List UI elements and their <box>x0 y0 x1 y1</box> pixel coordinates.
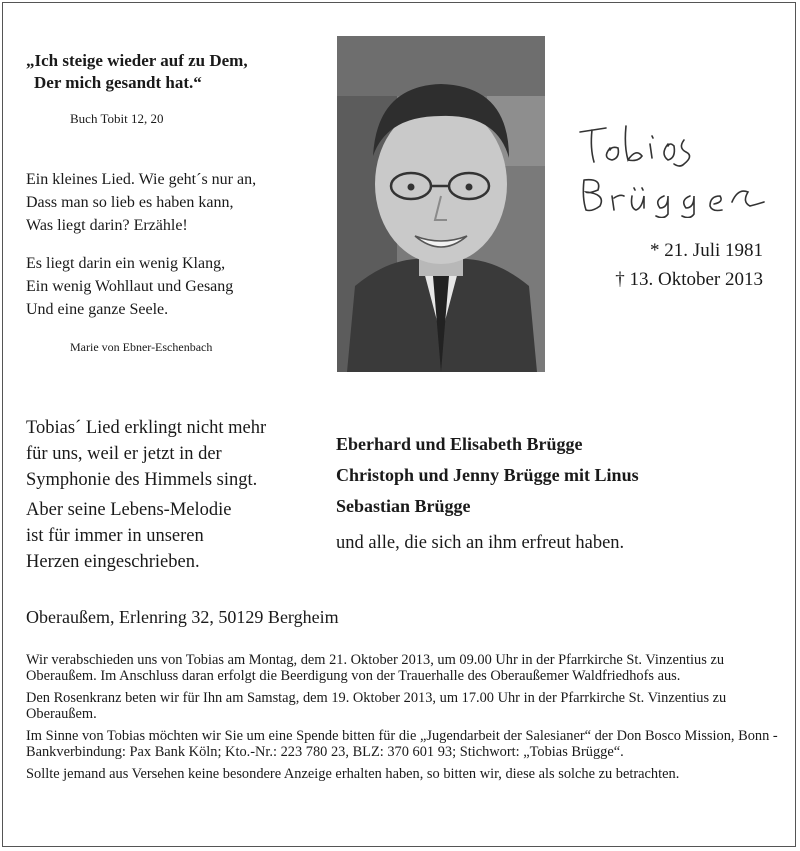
notice-note: Sollte jemand aus Versehen keine besondere Anzeige erhalten haben, so bitten wir, diese als solche zu betrachten. <box>26 766 680 782</box>
signature-image <box>572 118 772 218</box>
motto-part-2 <box>26 497 231 575</box>
funeral-note: Wir verabschieden uns von Tobias am Montag, dem 21. Oktober 2013, um 09.00 Uhr in der Pfarrkirche St. Vinzentius zu Oberaußem. Im Anschluss daran erfolgt die Beerdigung von der Trauerhalle des Oberaußemer Waldfriedhofs aus. <box>26 652 725 684</box>
life-dates <box>575 236 763 294</box>
family-address: Oberaußem, Erlenring 32, 50129 Bergheim <box>26 607 339 627</box>
poem-line: Ein kleines Lied. Wie geht´s nur an, <box>26 171 257 188</box>
quote-line-1: „Ich steige wieder auf zu Dem, <box>26 51 248 70</box>
motto-line: Symphonie des Himmels singt. <box>26 470 258 490</box>
mourner: Christoph und Jenny Brügge mit Linus <box>336 465 639 485</box>
motto-line: Herzen eingeschrieben. <box>26 552 200 572</box>
poem-author: Marie von Ebner-Eschenbach <box>70 340 213 354</box>
portrait-photo <box>337 36 545 372</box>
quote-line-2: Der mich gesandt hat.“ <box>34 73 202 92</box>
motto-line: Tobias´ Lied erklingt nicht mehr <box>26 418 267 438</box>
death-date: † 13. Oktober 2013 <box>615 269 763 290</box>
motto-part-1 <box>26 415 266 493</box>
bible-quote <box>26 50 248 94</box>
mourners-list <box>336 429 639 522</box>
mourner: Sebastian Brügge <box>336 496 471 516</box>
rosary-note: Den Rosenkranz beten wir für Ihn am Samstag, dem 19. Oktober 2013, um 17.00 Uhr in der Pfarrkirche St. Vinzentius zu Oberaußem. <box>26 690 727 722</box>
other-mourners: und alle, die sich an ihm erfreut haben. <box>336 533 625 553</box>
poem-line: Und eine ganze Seele. <box>26 301 169 318</box>
birth-date: * 21. Juli 1981 <box>650 240 763 261</box>
poem-stanza-1 <box>26 168 256 237</box>
poem-line: Was liegt darin? Erzähle! <box>26 217 188 234</box>
mourner: Eberhard und Elisabeth Brügge <box>336 434 583 454</box>
motto-line: Aber seine Lebens-Melodie <box>26 500 232 520</box>
donation-note: Im Sinne von Tobias möchten wir Sie um eine Spende bitten für die „Jugendarbeit der Salesianer“ der Don Bosco Mission, Bonn - Bankverbindung: Pax Bank Köln; Kto.-Nr.: 223 780 23, BLZ: 370 601 93; Stichwort: „Tobias Brügge“. <box>26 728 778 760</box>
quote-reference: Buch Tobit 12, 20 <box>70 111 164 126</box>
poem-line: Dass man so lieb es haben kann, <box>26 194 234 211</box>
motto-line: für uns, weil er jetzt in der <box>26 444 222 464</box>
poem-stanza-2 <box>26 252 233 321</box>
poem-line: Es liegt darin ein wenig Klang, <box>26 255 226 272</box>
motto-line: ist für immer in unseren <box>26 526 204 546</box>
handwritten-signature <box>572 118 772 223</box>
service-notes <box>26 652 778 788</box>
poem-line: Ein wenig Wohllaut und Gesang <box>26 278 234 295</box>
portrait-image <box>337 36 545 372</box>
